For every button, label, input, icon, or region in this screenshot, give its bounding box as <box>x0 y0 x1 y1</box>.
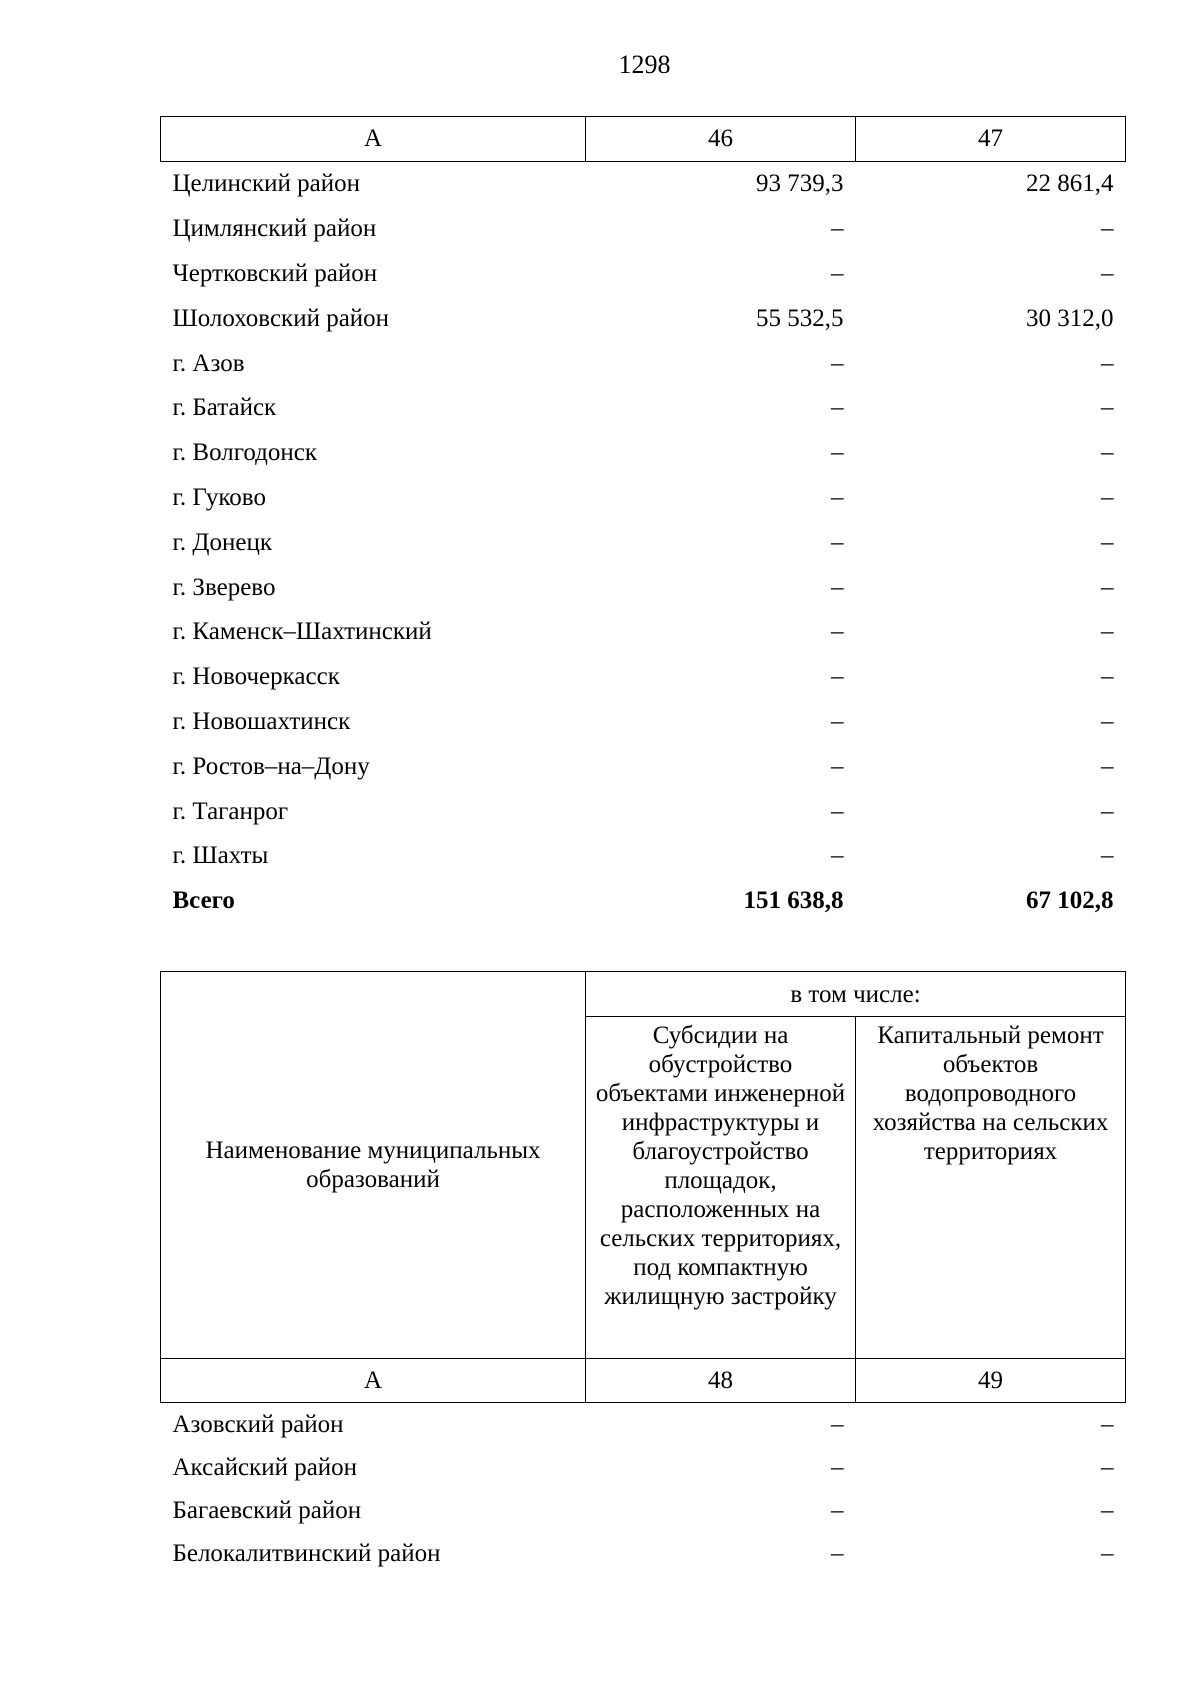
value-47: – <box>1101 618 1114 646</box>
value-47: – <box>1101 259 1114 287</box>
municipality-name: г. Новошахтинск <box>172 707 351 735</box>
municipality-name: г. Таганрог <box>172 797 289 825</box>
total-row <box>161 879 1126 924</box>
value-47: – <box>1101 483 1114 511</box>
value-46: – <box>831 439 844 467</box>
funding-table-part1 <box>160 116 1126 924</box>
municipality-name: г. Зверево <box>172 573 276 601</box>
col-header-a-2: А <box>161 1359 586 1403</box>
col-header-49: 49 <box>856 1359 1126 1403</box>
column-number-row-2 <box>161 1359 1126 1403</box>
table-row <box>161 789 1126 834</box>
municipality-name: Цимлянский район <box>172 215 377 243</box>
municipality-name: Белокалитвинский район <box>172 1539 441 1567</box>
table-row <box>161 341 1126 386</box>
value-49: – <box>1101 1410 1114 1438</box>
value-46: – <box>831 797 844 825</box>
value-46: 55 532,5 <box>756 304 844 332</box>
municipality-name: Шолоховский район <box>172 304 390 332</box>
table-row <box>161 162 1126 207</box>
table-row <box>161 1532 1126 1575</box>
municipality-name: Целинский район <box>172 170 360 198</box>
table-row <box>161 744 1126 789</box>
value-49: – <box>1101 1539 1114 1567</box>
value-47: – <box>1101 707 1114 735</box>
value-47: – <box>1101 528 1114 556</box>
col-header-46: 46 <box>586 117 856 162</box>
municipality-name: Всего <box>172 887 235 915</box>
value-47: – <box>1101 394 1114 422</box>
municipality-name: г. Шахты <box>172 842 269 870</box>
municipality-name: Азовский район <box>172 1410 344 1438</box>
value-46: – <box>831 483 844 511</box>
table-row <box>161 655 1126 700</box>
value-46: – <box>831 842 844 870</box>
municipality-name: Чертковский район <box>172 259 378 287</box>
value-46: – <box>831 618 844 646</box>
table-row <box>161 700 1126 745</box>
value-47: – <box>1101 349 1114 377</box>
table-row <box>161 1489 1126 1532</box>
municipality-name: г. Ростов–на–Дону <box>172 752 370 780</box>
municipality-name: Аксайский район <box>172 1453 358 1481</box>
table-row <box>161 520 1126 565</box>
municipality-name: г. Новочеркасск <box>172 663 340 691</box>
value-46: – <box>831 752 844 780</box>
value-47: – <box>1101 797 1114 825</box>
col-header-47: 47 <box>856 117 1126 162</box>
municipality-name: г. Азов <box>172 349 245 377</box>
value-47: 30 312,0 <box>1026 304 1114 332</box>
value-47: – <box>1101 215 1114 243</box>
value-46: – <box>831 663 844 691</box>
municipality-header: Наименование муниципальных образований <box>161 972 586 1359</box>
value-46: – <box>831 394 844 422</box>
table-row <box>161 834 1126 879</box>
table-row <box>161 431 1126 476</box>
value-47: – <box>1101 842 1114 870</box>
municipality-name: Багаевский район <box>172 1496 362 1524</box>
value-47: 67 102,8 <box>1026 887 1114 915</box>
value-46: – <box>831 259 844 287</box>
value-46: – <box>831 707 844 735</box>
subsidy-infrastructure-header: Субсидии на обустройство объектами инженерной инфраструктуры и благоустройство площадок, расположенных на сельских территориях, под компактную жилищную застройку <box>586 1017 856 1359</box>
value-47: – <box>1101 663 1114 691</box>
table-row <box>161 386 1126 431</box>
page-number: 1298 <box>618 50 671 79</box>
value-47: – <box>1101 439 1114 467</box>
value-46: – <box>831 528 844 556</box>
value-48: – <box>831 1496 844 1524</box>
including-header: в том числе: <box>586 972 1126 1017</box>
table-row <box>161 1446 1126 1489</box>
table-row <box>161 1403 1126 1447</box>
funding-table-part2 <box>160 971 1126 1575</box>
value-47: – <box>1101 573 1114 601</box>
value-47: 22 861,4 <box>1026 170 1114 198</box>
table-row <box>161 565 1126 610</box>
value-46: – <box>831 573 844 601</box>
col-header-a: А <box>161 117 586 162</box>
value-49: – <box>1101 1453 1114 1481</box>
table-row <box>161 610 1126 655</box>
municipality-name: г. Волгодонск <box>172 439 318 467</box>
header-group-row <box>161 972 1126 1017</box>
value-46: 93 739,3 <box>756 170 844 198</box>
table-row <box>161 207 1126 252</box>
value-48: – <box>831 1410 844 1438</box>
table-row <box>161 296 1126 341</box>
municipality-name: г. Донецк <box>172 528 272 556</box>
value-46: – <box>831 215 844 243</box>
municipality-name: г. Каменск–Шахтинский <box>172 618 432 646</box>
column-number-row <box>161 117 1126 162</box>
value-49: – <box>1101 1496 1114 1524</box>
value-47: – <box>1101 752 1114 780</box>
value-46: 151 638,8 <box>743 887 844 915</box>
col-header-48: 48 <box>586 1359 856 1403</box>
municipality-name: г. Гуково <box>172 483 266 511</box>
table-row <box>161 476 1126 521</box>
municipality-name: г. Батайск <box>172 394 277 422</box>
table-row <box>161 252 1126 297</box>
value-48: – <box>831 1453 844 1481</box>
value-48: – <box>831 1539 844 1567</box>
water-repair-header: Капитальный ремонт объектов водопроводного хозяйства на сельских территориях <box>856 1017 1126 1359</box>
value-46: – <box>831 349 844 377</box>
